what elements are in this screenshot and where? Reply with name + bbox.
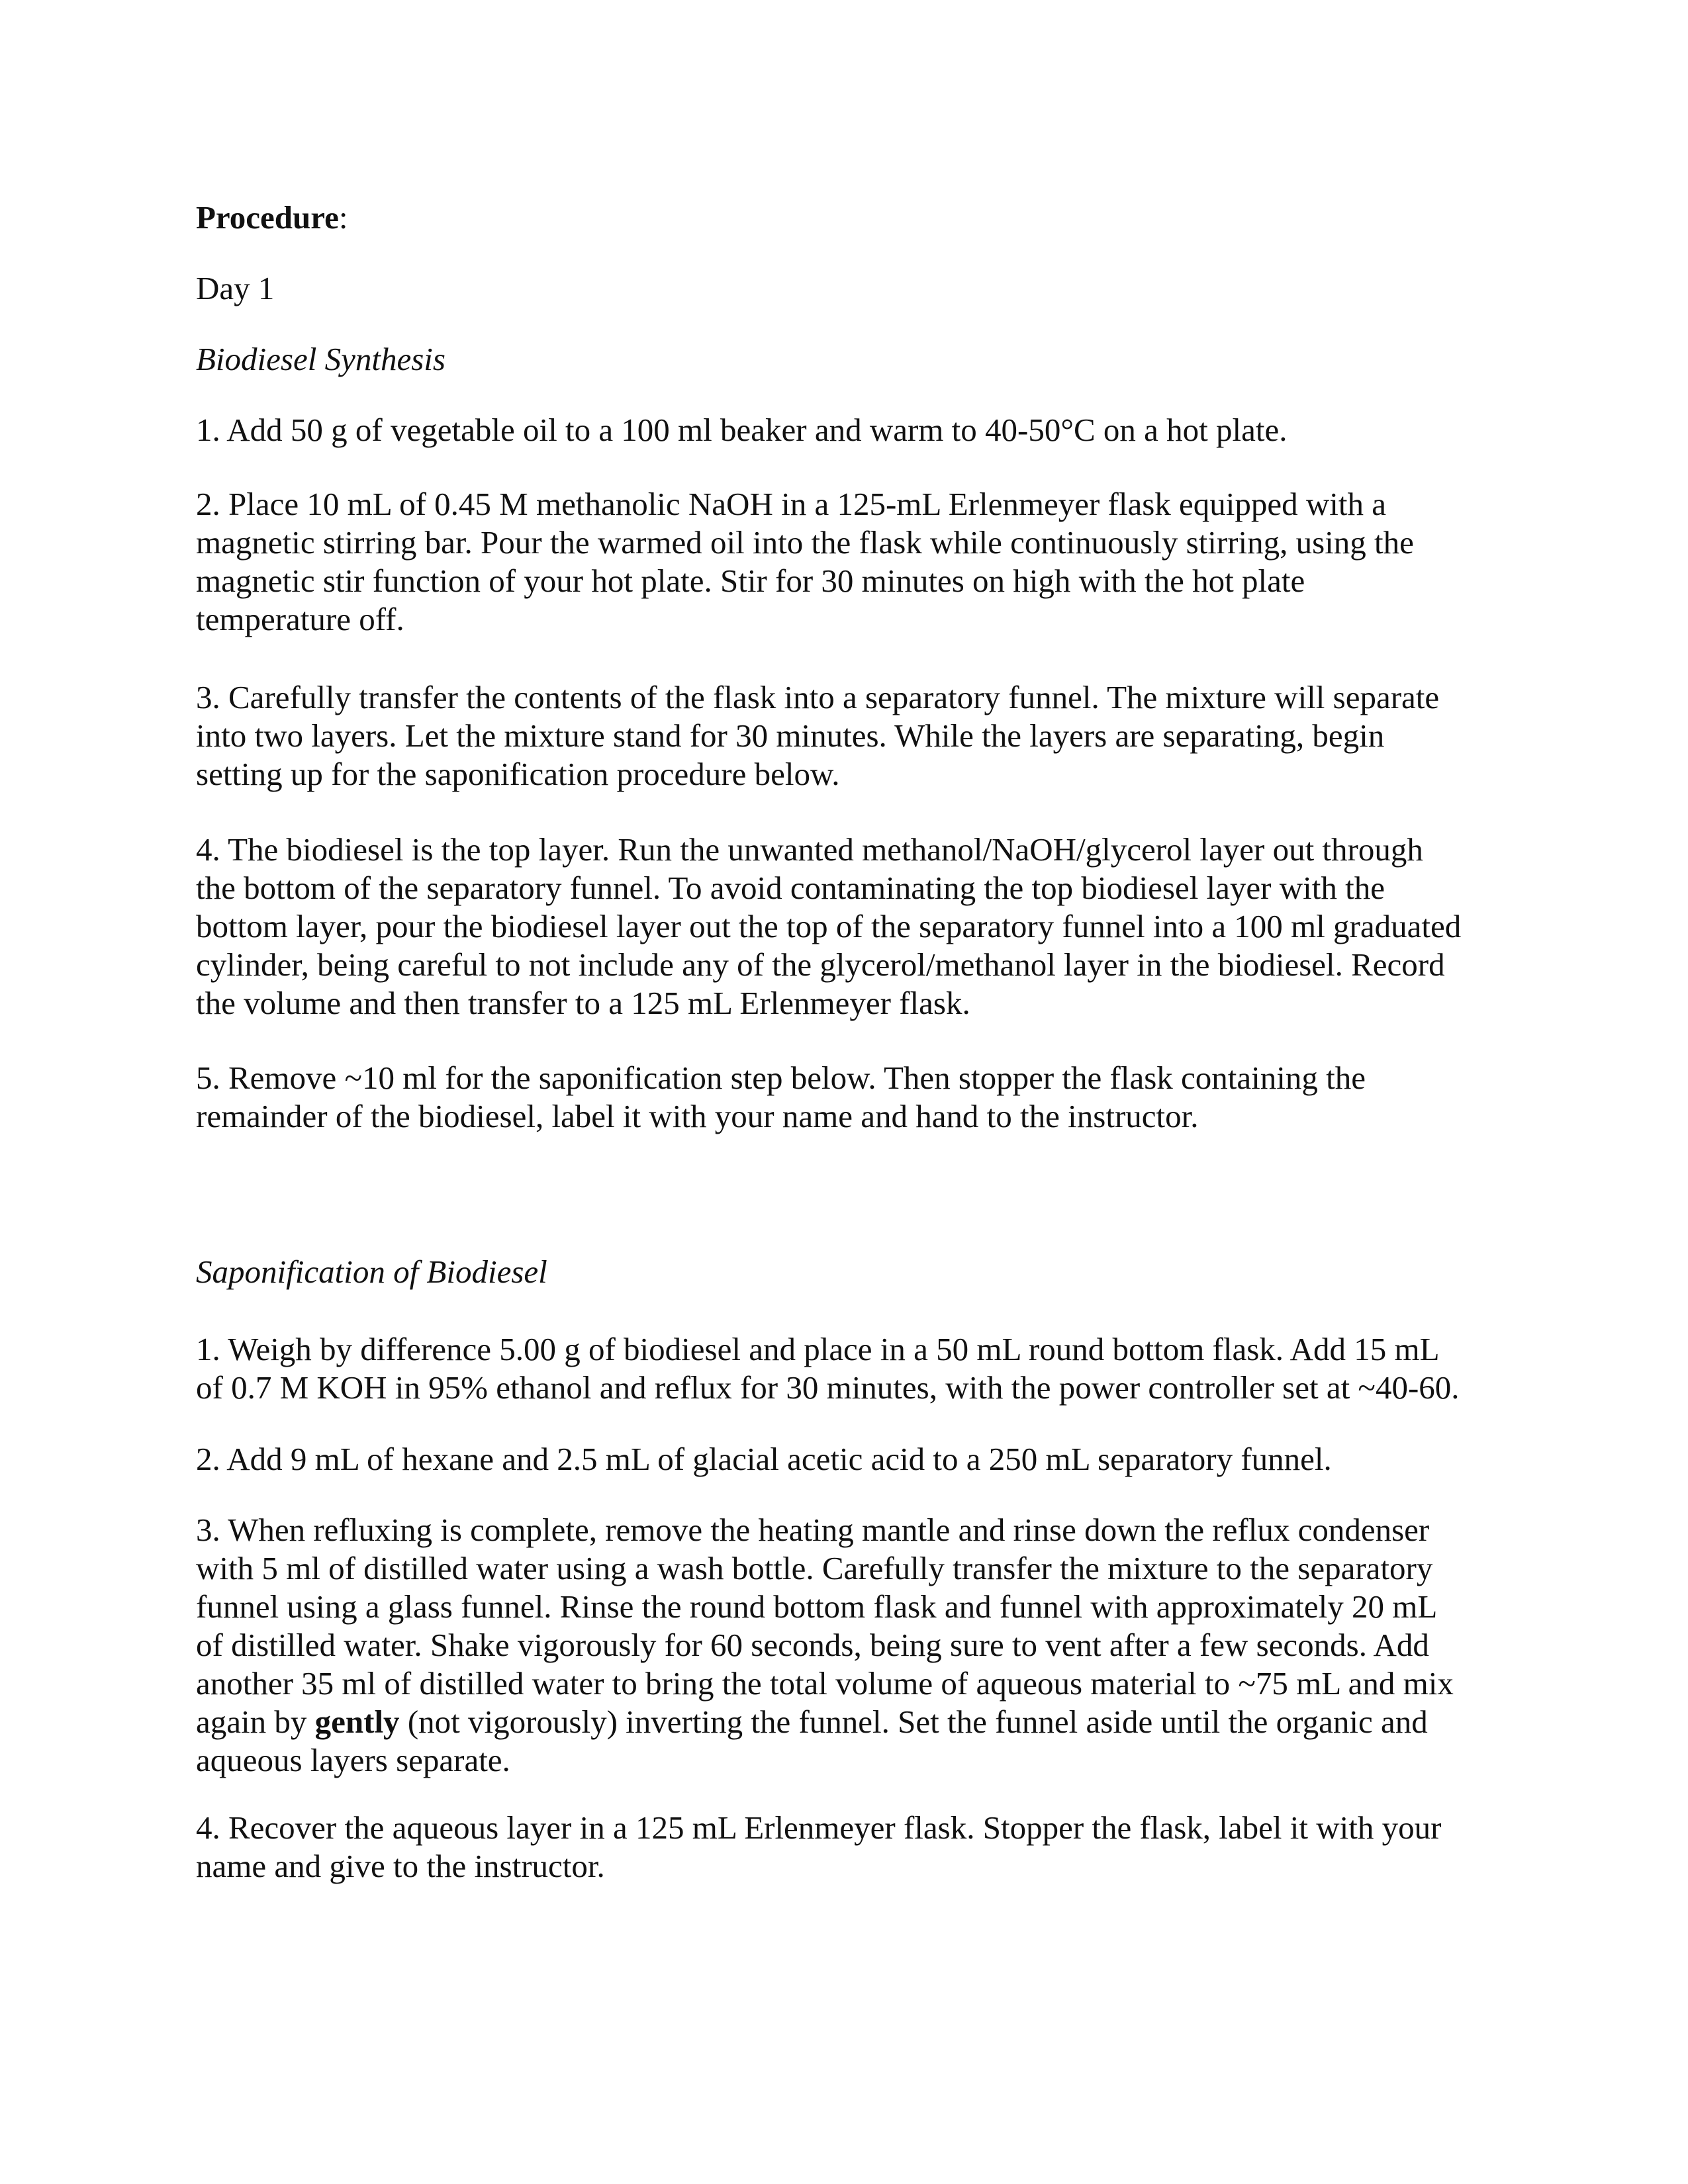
step-line: magnetic stir function of your hot plate. Stir for 30 minutes on high with the hot plate [196,563,1305,599]
step-line: 1. Weigh by difference 5.00 g of biodiesel and place in a 50 mL round bottom flask. Add 15 mL [196,1331,1440,1367]
step-line: 2. Place 10 mL of 0.45 M methanolic NaOH in a 125-mL Erlenmeyer flask equipped with a [196,486,1386,522]
step-line: with 5 ml of distilled water using a wash bottle. Carefully transfer the mixture to the separatory [196,1550,1433,1586]
step-line: bottom layer, pour the biodiesel layer out the top of the separatory funnel into a 100 ml graduated [196,908,1462,944]
step-line: 3. Carefully transfer the contents of the flask into a separatory funnel. The mixture will separate [196,679,1440,715]
day-label: Day 1 [196,270,275,306]
saponification-step-4 [196,1809,1513,1886]
step-line: 5. Remove ~10 ml for the saponification step below. Then stopper the flask containing the [196,1060,1366,1096]
synthesis-step-1 [196,411,1513,449]
step-line: 2. Add 9 mL of hexane and 2.5 mL of glacial acetic acid to a 250 mL separatory funnel. [196,1441,1332,1477]
step-line: 1. Add 50 g of vegetable oil to a 100 ml beaker and warm to 40-50°C on a hot plate. [196,412,1288,448]
step-line: 4. Recover the aqueous layer in a 125 mL Erlenmeyer flask. Stopper the flask, label it with your [196,1809,1442,1846]
step-line: cylinder, being careful to not include any of the glycerol/methanol layer in the biodiesel. Record [196,946,1445,983]
step-line: of 0.7 M KOH in 95% ethanol and reflux for 30 minutes, with the power controller set at ~40-60. [196,1369,1460,1406]
step-line: aqueous layers separate. [196,1742,510,1778]
step-line: 3. When refluxing is complete, remove the heating mantle and rinse down the reflux condenser [196,1512,1430,1548]
heading-text: Procedure [196,199,339,236]
step-line: remainder of the biodiesel, label it with your name and hand to the instructor. [196,1098,1199,1134]
line-text: (not vigorously) inverting the funnel. Set the funnel aside until the organic and [399,1704,1428,1740]
step-line: the volume and then transfer to a 125 mL Erlenmeyer flask. [196,985,970,1021]
step-line: into two layers. Let the mixture stand for 30 minutes. While the layers are separating, begin [196,717,1385,754]
step-line: another 35 ml of distilled water to bring the total volume of aqueous material to ~75 mL and mix [196,1665,1454,1702]
saponification-step-2 [196,1440,1513,1479]
emphasis-gently: gently [314,1704,400,1740]
saponification-step-3 [196,1511,1513,1780]
saponification-step-1 [196,1330,1513,1407]
step-line: the bottom of the separatory funnel. To avoid contaminating the top biodiesel layer with the [196,870,1385,906]
heading-colon: : [338,199,348,236]
section-title-biodiesel-synthesis: Biodiesel Synthesis [196,341,445,377]
synthesis-step-2 [196,485,1513,639]
line-text: again by [196,1704,315,1740]
step-line: name and give to the instructor. [196,1848,605,1884]
step-line: magnetic stirring bar. Pour the warmed oil into the flask while continuously stirring, using the [196,524,1414,561]
step-line: setting up for the saponification procedure below. [196,756,840,792]
step-line: of distilled water. Shake vigorously for 60 seconds, being sure to vent after a few seconds. Add [196,1627,1429,1663]
section-title-saponification: Saponification of Biodiesel [196,1253,547,1290]
step-line: 4. The biodiesel is the top layer. Run the unwanted methanol/NaOH/glycerol layer out through [196,831,1423,868]
synthesis-step-3 [196,678,1513,794]
step-line-emphasis [196,1703,1513,1741]
step-line: temperature off. [196,601,404,637]
step-line: funnel using a glass funnel. Rinse the round bottom flask and funnel with approximately 20 mL [196,1588,1438,1625]
synthesis-step-5 [196,1059,1513,1136]
procedure-heading [196,199,1513,237]
synthesis-step-4 [196,831,1513,1023]
